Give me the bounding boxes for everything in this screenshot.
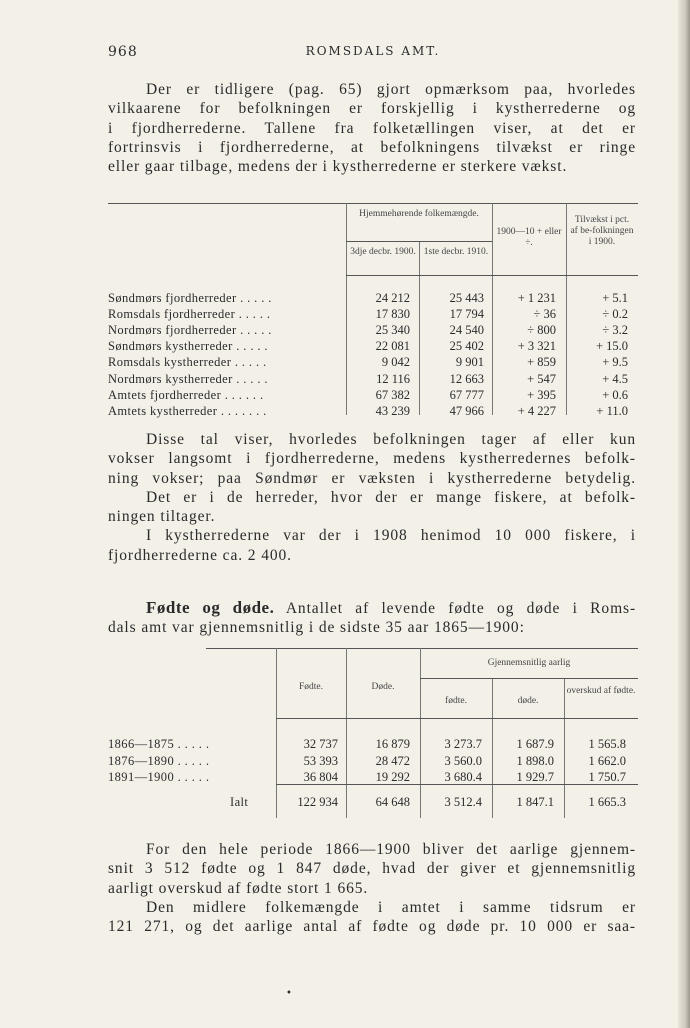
table-rule — [346, 648, 347, 818]
cell-1900: 12 116 — [376, 371, 410, 386]
cell-1910: 25 443 — [449, 291, 484, 305]
cell-1900: 67 382 — [375, 387, 410, 402]
cell-change: ÷ 800 — [527, 323, 556, 338]
cell-1900: 17 830 — [375, 307, 410, 322]
cell-1900: 22 081 — [375, 339, 410, 354]
header-col-change: 1900—10 + eller ÷. — [496, 227, 562, 248]
closing-paragraph — [108, 840, 636, 936]
header-col-1910: 1ste decbr. 1910. — [423, 247, 489, 257]
cell-pct: + 5.1 — [602, 291, 628, 305]
table-rule — [420, 648, 421, 818]
cell-1910: 17 794 — [449, 307, 484, 322]
intro-paragraph — [108, 80, 636, 176]
running-title: ROMSDALS AMT. — [305, 44, 441, 58]
text-line: Det er i de herreder, hvor der er mange fiskere, at befolk- — [146, 488, 636, 506]
cell-1900: 43 239 — [375, 403, 410, 418]
cell-dode: 16 879 — [375, 737, 410, 751]
cell-pct: + 15.0 — [595, 339, 628, 354]
page-number: 968 — [108, 44, 138, 60]
header-col-pct: Tilvækst i pct. af be-folkningen i 1900. — [570, 215, 634, 247]
cell-pct: + 11.0 — [596, 403, 628, 418]
table-row-label: Amtets fjordherreder . . . . . . — [108, 387, 264, 402]
cell-fodte: 122 934 — [297, 795, 338, 809]
cell-dode: 19 292 — [375, 770, 410, 784]
table-rule — [108, 203, 638, 204]
text-line: 121 271, og det aarlige antal af fødte og døde pr. 10 000 er saa- — [108, 918, 636, 936]
cell-pct: ÷ 3.2 — [602, 323, 628, 338]
births-paragraph — [108, 598, 636, 638]
table-rule — [420, 678, 638, 679]
cell-avg-fodte: 3 273.7 — [444, 737, 482, 751]
cell-change: + 547 — [527, 371, 556, 386]
table-rule — [346, 275, 638, 276]
text-line: I kystherrederne var der i 1908 henimod 10 000 fiskere, i — [146, 527, 636, 545]
cell-avg-dode: 1 847.1 — [516, 795, 554, 809]
births-deaths-table — [108, 648, 638, 818]
table-rule — [564, 678, 565, 818]
text-line: dals amt var gjennemsnitlig i de sidste 35 aar 1865—1900: — [108, 619, 525, 637]
cell-avg-dode: 1 898.0 — [516, 753, 554, 768]
cell-pct: ÷ 0.2 — [602, 307, 628, 322]
cell-1910: 9 901 — [455, 355, 484, 370]
text-line: fjordherrederne ca. 2 400. — [108, 546, 292, 564]
cell-1900: 9 042 — [381, 355, 410, 370]
population-table — [108, 203, 638, 418]
text-line: fortrinsvis i fjordherrederne, at befolkningens tilvækst er ringe — [108, 138, 636, 156]
cell-1910: 12 663 — [449, 371, 484, 386]
cell-1910: 25 402 — [449, 339, 484, 354]
cell-change: + 3 321 — [517, 339, 556, 354]
footer-mark: • — [286, 988, 292, 999]
table-rule — [206, 648, 638, 649]
table-row-label: 1891—1900 . . . . . — [108, 770, 210, 784]
cell-pct: + 9.5 — [602, 355, 628, 370]
text-line — [108, 598, 636, 618]
table-rule — [276, 718, 638, 719]
header-sub-fodte: fødte. — [445, 696, 467, 706]
text-segment: Antallet af levende fødte og døde i Roms- — [285, 600, 637, 617]
cell-overskud: 1 565.8 — [588, 737, 626, 751]
text-line: i fjordherrederne. Tallene fra folketællingen viser, at det er — [108, 119, 636, 137]
cell-change: + 859 — [527, 355, 556, 370]
middle-paragraph — [108, 430, 636, 565]
table-row-label: Ialt — [230, 795, 249, 809]
table-rule — [492, 203, 493, 415]
text-line: ningen tiltager. — [108, 508, 216, 526]
cell-overskud: 1 665.3 — [588, 795, 626, 809]
header-sub-dode: døde. — [517, 696, 539, 706]
table-row-label: 1866—1875 . . . . . — [108, 737, 210, 751]
cell-avg-dode: 1 687.9 — [516, 737, 554, 751]
table-row-label: Romsdals fjordherreder . . . . . — [108, 307, 271, 322]
cell-dode: 64 648 — [375, 795, 410, 809]
cell-1900: 25 340 — [375, 323, 410, 338]
header-group: Gjennemsnitlig aarlig — [487, 658, 571, 668]
table-row-label: Romsdals kystherreder . . . . . — [108, 355, 267, 370]
cell-overskud: 1 662.0 — [588, 753, 626, 768]
header-sub-overskud: overskud af fødte. — [566, 686, 636, 696]
cell-change: ÷ 36 — [533, 307, 556, 322]
text-line: Den midlere folkemængde i amtet i samme tidsrum er — [146, 898, 636, 916]
text-line: vokser langsomt i fjordherrederne, medens kystherredernes befolk- — [108, 450, 636, 468]
text-line: For den hele periode 1866—1900 bliver det aarlige gjennem- — [146, 841, 636, 858]
table-row-label: 1876—1890 . . . . . — [108, 753, 210, 768]
table-row-label: Nordmørs kystherreder . . . . . — [108, 371, 268, 386]
cell-overskud: 1 750.7 — [588, 770, 626, 784]
header-dode: Døde. — [371, 682, 395, 692]
cell-change: + 395 — [527, 387, 556, 402]
table-row-label: Søndmørs fjordherreder . . . . . — [108, 291, 272, 305]
cell-avg-dode: 1 929.7 — [516, 770, 554, 784]
table-row-label: Søndmørs kystherreder . . . . . — [108, 339, 268, 354]
page-edge — [678, 0, 690, 1028]
text-line: ning vokser; paa Søndmør er væksten i kystherrederne betydelig. — [108, 469, 636, 487]
cell-change: + 4 227 — [517, 403, 556, 418]
cell-1910: 47 966 — [449, 403, 484, 418]
table-row-label: Nordmørs fjordherreder . . . . . — [108, 323, 272, 338]
header-col-1900: 3dje decbr. 1900. — [350, 247, 416, 257]
table-rule — [419, 241, 420, 415]
header-group: Hjemmehørende folkemængde. — [359, 209, 479, 219]
table-rule — [276, 648, 277, 818]
cell-dode: 28 472 — [375, 753, 410, 768]
cell-1910: 67 777 — [449, 387, 484, 402]
table-rule — [566, 203, 567, 415]
cell-1910: 24 540 — [449, 323, 484, 338]
cell-fodte: 53 393 — [303, 753, 338, 768]
cell-avg-fodte: 3 680.4 — [444, 770, 482, 784]
text-line: eller gaar tilbage, medens der i kystherrederne er sterkere vækst. — [108, 158, 568, 176]
table-rule — [346, 241, 492, 242]
page-header — [108, 44, 638, 64]
cell-fodte: 36 804 — [303, 770, 338, 784]
cell-change: + 1 231 — [517, 291, 556, 305]
text-line: snit 3 512 fødte og 1 847 døde, hvad der giver et gjennemsnitlig — [108, 860, 636, 878]
cell-fodte: 32 737 — [303, 737, 338, 751]
header-fodte: Fødte. — [298, 682, 323, 692]
text-line: Der er tidligere (pag. 65) gjort opmærksom paa, hvorledes — [146, 81, 636, 98]
table-row-label: Amtets kystherreder . . . . . . . — [108, 403, 267, 418]
cell-avg-fodte: 3 512.4 — [444, 795, 482, 809]
cell-pct: + 0.6 — [602, 387, 628, 402]
table-rule — [492, 678, 493, 818]
cell-pct: + 4.5 — [602, 371, 628, 386]
section-heading: Fødte og døde. — [146, 598, 275, 617]
cell-avg-fodte: 3 560.0 — [444, 753, 482, 768]
text-line: vilkaarene for befolkningen er forskjellig i kystherrederne og — [108, 100, 636, 118]
text-line: Disse tal viser, hvorledes befolkningen tager af eller kun — [146, 431, 636, 448]
cell-1900: 24 212 — [375, 291, 410, 305]
text-line: aarligt overskud af fødte stort 1 665. — [108, 879, 369, 897]
